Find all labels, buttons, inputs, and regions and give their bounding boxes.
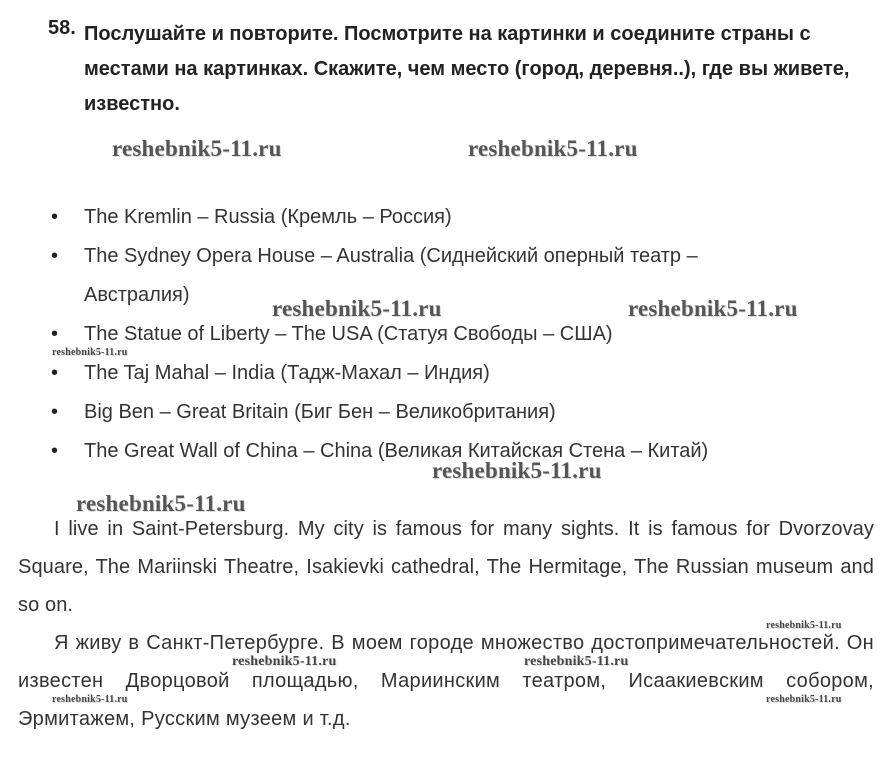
bullet-icon: • (51, 362, 59, 384)
watermark: reshebnik5-11.ru (76, 491, 246, 516)
list-item-text: The Statue of Liberty – The USA (Статуя Свободы – США) (84, 323, 613, 345)
watermark: reshebnik5-11.ru (524, 654, 629, 669)
watermark: reshebnik5-11.ru (432, 458, 602, 483)
watermark: reshebnik5-11.ru (112, 136, 282, 161)
task-instructions: Послушайте и повторите. Посмотрите на картинки и соедините страны с местами на картинках. Скажите, чем место (город, деревня..), где вы живете, известно. (84, 23, 850, 115)
list-item (50, 393, 804, 432)
list-item-text: The Great Wall of China – China (Великая Китайская Стена – Китай) (84, 440, 709, 462)
watermark: reshebnik5-11.ru (468, 136, 638, 161)
list-item-text: The Sydney Opera House – Australia (Сиднейский оперный театр – Австралия) (84, 245, 698, 306)
task-number: 58. (48, 17, 76, 39)
bullet-icon: • (51, 401, 59, 423)
watermark: reshebnik5-11.ru (766, 694, 842, 705)
bullet-icon: • (51, 206, 59, 228)
answer-list (50, 198, 804, 471)
list-item-text: The Kremlin – Russia (Кремль – Россия) (84, 206, 452, 228)
list-item-text: Big Ben – Great Britain (Биг Бен – Великобритания) (84, 401, 556, 423)
watermark: reshebnik5-11.ru (766, 620, 842, 631)
list-item (50, 432, 804, 471)
watermark: reshebnik5-11.ru (628, 296, 798, 321)
bullet-icon: • (51, 323, 59, 345)
paragraph-english-text: I live in Saint-Petersburg. My city is famous for many sights. It is famous for Dvorzovay Square, The Mariinski Theatre, Isakievki cathedral, The Hermitage, The Russian museum and so on. (18, 518, 874, 616)
paragraph-english (18, 510, 874, 624)
watermark: reshebnik5-11.ru (52, 347, 128, 358)
list-item-text: The Taj Mahal – India (Тадж-Махал – Индия) (84, 362, 490, 384)
watermark: reshebnik5-11.ru (232, 654, 337, 669)
watermark: reshebnik5-11.ru (52, 694, 128, 705)
bullet-icon: • (51, 245, 59, 267)
list-item (50, 198, 804, 237)
list-item (50, 354, 804, 393)
paragraph-russian (18, 624, 874, 738)
bullet-icon: • (51, 440, 59, 462)
paragraph-russian-text: Я живу в Санкт-Петербурге. В моем городе множество достопримечательностей. Он известен Дворцовой площадью, Мариинским театром, Исаакиевским собором, Эрмитажем, Русским музеем и т.д. (18, 632, 874, 730)
watermark: reshebnik5-11.ru (272, 296, 442, 321)
